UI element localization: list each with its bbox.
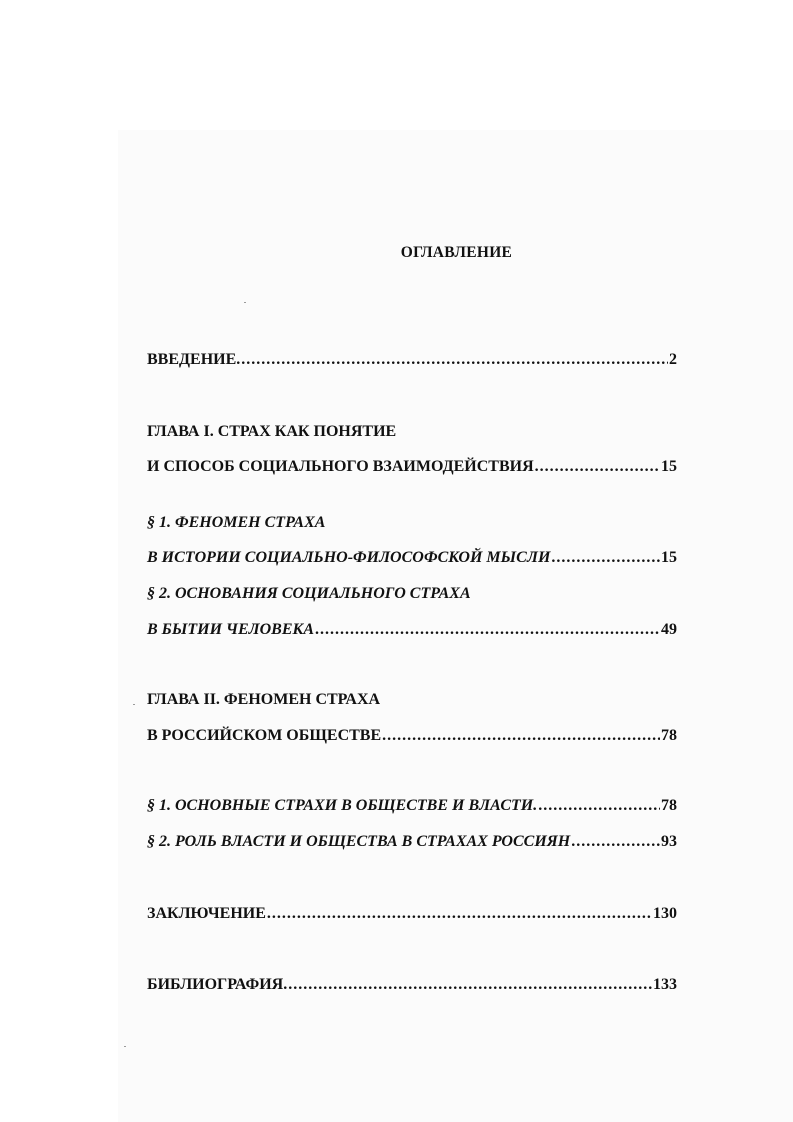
toc-page-number: 15: [661, 458, 677, 475]
toc-entry-label: § 2. ОСНОВАНИЯ СОЦИАЛЬНОГО СТРАХА: [147, 585, 471, 602]
dot-leader: [288, 974, 652, 996]
dot-leader: [535, 456, 660, 478]
toc-entry-label: ВВЕДЕНИЕ.: [147, 351, 241, 368]
toc-page-number: 133: [653, 976, 677, 993]
toc-entry-label: И СПОСОБ СОЦИАЛЬНОГО ВЗАИМОДЕЙСТВИЯ: [147, 458, 534, 475]
toc-entry-section-1-2-line-1[interactable]: [147, 583, 677, 605]
scan-speck: [124, 1046, 126, 1047]
dot-leader: [315, 619, 660, 641]
toc-page-number: 49: [661, 621, 677, 638]
toc-entry-section-1-1-line-1[interactable]: [147, 512, 677, 534]
toc-page-number: 130: [653, 905, 677, 922]
toc-entry-label: В БЫТИИ ЧЕЛОВЕКА: [147, 621, 315, 638]
toc-entry-section-2-2[interactable]: [147, 831, 677, 853]
scan-speck: [244, 302, 246, 303]
toc-entry-label: § 1. ОСНОВНЫЕ СТРАХИ В ОБЩЕСТВЕ И ВЛАСТИ.: [147, 797, 538, 814]
toc-title: ОГЛАВЛЕНИЕ: [400, 244, 513, 261]
toc-entry-label: В РОССИЙСКОМ ОБЩЕСТВЕ: [147, 727, 382, 744]
dot-leader: [571, 831, 660, 853]
toc-entry-label: ГЛАВА I. СТРАХ КАК ПОНЯТИЕ: [147, 423, 397, 440]
toc-entry-label: В ИСТОРИИ СОЦИАЛЬНО-ФИЛОСОФСКОЙ МЫСЛИ: [147, 549, 551, 566]
dot-leader: [538, 795, 660, 817]
toc-entry-introduction[interactable]: [147, 349, 677, 371]
dot-leader: [241, 349, 668, 371]
toc-entry-chapter-1-line-2[interactable]: [147, 456, 677, 478]
dot-leader: [382, 725, 660, 747]
toc-entry-chapter-2-line-1[interactable]: [147, 689, 677, 711]
toc-entry-chapter-2-line-2[interactable]: [147, 725, 677, 747]
toc-entry-section-2-1[interactable]: [147, 795, 677, 817]
toc-page-number: 78: [661, 797, 677, 814]
dot-leader: [267, 903, 652, 925]
toc-entry-conclusion[interactable]: [147, 903, 677, 925]
toc-entry-label: § 1. ФЕНОМЕН СТРАХА: [147, 514, 326, 531]
toc-page-number: 93: [661, 833, 677, 850]
toc-entry-chapter-1-line-1[interactable]: [147, 421, 677, 443]
scan-speck: [133, 704, 135, 705]
toc-entry-section-1-2-line-2[interactable]: [147, 619, 677, 641]
dot-leader: [551, 547, 660, 569]
toc-entry-label: БИБЛИОГРАФИЯ.: [147, 976, 288, 993]
toc-page-number: 78: [661, 727, 677, 744]
toc-page-number: 15: [661, 549, 677, 566]
toc-entry-label: ЗАКЛЮЧЕНИЕ: [147, 905, 266, 922]
toc-entry-label: ГЛАВА II. ФЕНОМЕН СТРАХА: [147, 691, 381, 708]
toc-page-number: 2: [669, 351, 677, 368]
toc-entry-bibliography[interactable]: [147, 974, 677, 996]
toc-entry-label: § 2. РОЛЬ ВЛАСТИ И ОБЩЕСТВА В СТРАХАХ РОССИЯН: [147, 833, 571, 850]
toc-entry-section-1-1-line-2[interactable]: [147, 547, 677, 569]
